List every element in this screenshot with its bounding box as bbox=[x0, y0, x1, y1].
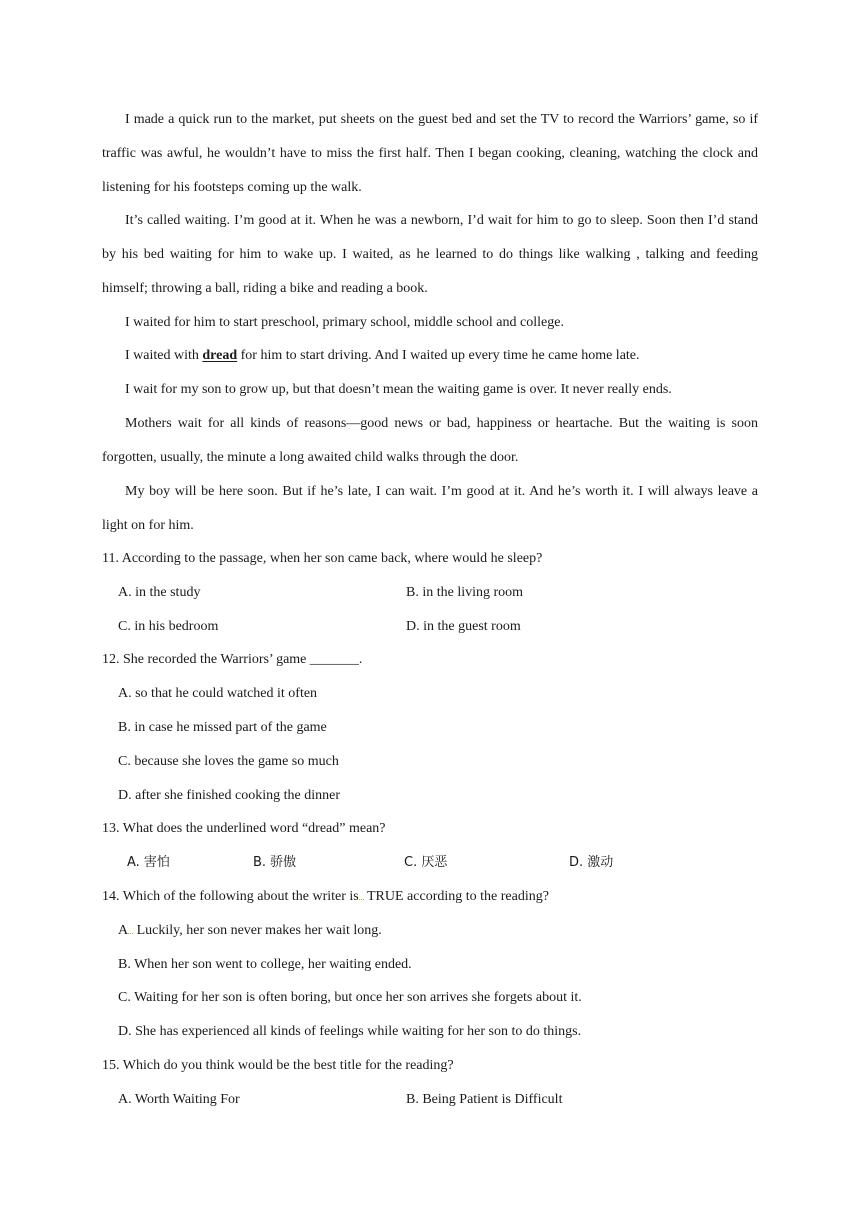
passage-paragraph-1 bbox=[102, 103, 758, 204]
question-12-option-a: A. so that he could watched it often bbox=[118, 686, 318, 701]
passage-paragraph-6-text: Mothers wait for all kinds of reasons—good news or bad, happiness or heartache. But the waiting is soon forgotten, usually, the minute a long awaited child walks through the door. bbox=[102, 416, 758, 465]
passage-paragraph-4-text-after: for him to start driving. And I waited up every time he came home late. bbox=[237, 348, 640, 363]
question-14-option-c: C. Waiting for her son is often boring, but once her son arrives she forgets about it. bbox=[118, 990, 582, 1005]
question-14-stem-after: TRUE according to the reading? bbox=[363, 889, 549, 904]
question-14-stem bbox=[102, 887, 549, 907]
passage-paragraph-3 bbox=[102, 306, 758, 340]
passage-paragraph-1-text: I made a quick run to the market, put sheets on the guest bed and set the TV to record the Warriors’ game, so if traffic was awful, he wouldn’t have to miss the first half. Then I began cooking, cleaning, watching the clock and listening for his footsteps coming up the walk. bbox=[102, 112, 758, 195]
passage-paragraph-6 bbox=[102, 407, 758, 475]
passage-paragraph-7-text: My boy will be here soon. But if he’s late, I can wait. I’m good at it. And he’s worth it. I will always leave a light on for him. bbox=[102, 484, 758, 533]
question-11-option-c: C. in his bedroom bbox=[118, 619, 219, 634]
passage-paragraph-5-text: I wait for my son to grow up, but that doesn’t mean the waiting game is over. It never really ends. bbox=[125, 382, 672, 397]
question-14-stem-before: 14. Which of the following about the writer is bbox=[102, 889, 359, 904]
passage-paragraph-3-text: I waited for him to start preschool, primary school, middle school and college. bbox=[125, 315, 564, 330]
passage-paragraph-5 bbox=[102, 373, 758, 407]
question-11-option-d: D. in the guest room bbox=[406, 619, 521, 634]
question-13-stem: 13. What does the underlined word “dread” mean? bbox=[102, 821, 386, 836]
question-14-option-b: B. When her son went to college, her waiting ended. bbox=[118, 957, 412, 972]
question-14-option-a-text: Luckily, her son never makes her wait long. bbox=[133, 923, 382, 938]
question-15-stem: 15. Which do you think would be the best title for the reading? bbox=[102, 1058, 454, 1073]
passage-paragraph-7 bbox=[102, 475, 758, 543]
question-11-stem: 11. According to the passage, when her son came back, where would he sleep? bbox=[102, 551, 543, 566]
question-12-option-d: D. after she finished cooking the dinner bbox=[118, 788, 340, 803]
question-14-option-a bbox=[118, 921, 382, 941]
question-13-option-a: A. 害怕 bbox=[127, 855, 170, 870]
question-13-option-b: B. 骄傲 bbox=[253, 855, 297, 870]
passage-paragraph-4-text-before: I waited with bbox=[125, 348, 203, 363]
passage-paragraph-2-text: It’s called waiting. I’m good at it. When he was a newborn, I’d wait for him to go to sleep. Soon then I’d stand by his bed waiting for him to wake up. I waited, as he learned to do things like walking , talking and feeding himself; throwing a ball, riding a bike and reading a book. bbox=[102, 213, 758, 296]
question-12-stem: 12. She recorded the Warriors’ game _______. bbox=[102, 652, 363, 667]
question-15-option-a: A. Worth Waiting For bbox=[118, 1092, 240, 1107]
question-15-option-b: B. Being Patient is Difficult bbox=[406, 1092, 563, 1107]
question-14-option-d: D. She has experienced all kinds of feelings while waiting for her son to do things. bbox=[118, 1024, 582, 1039]
question-13-option-d: D. 激动 bbox=[569, 855, 614, 870]
question-11-option-a: A. in the study bbox=[118, 585, 201, 600]
underlined-word-dread: dread bbox=[202, 348, 238, 363]
question-13-option-c: C. 厌恶 bbox=[404, 855, 448, 870]
question-14-option-a-letter: A bbox=[118, 923, 129, 938]
question-11-option-b: B. in the living room bbox=[406, 585, 524, 600]
passage-paragraph-4 bbox=[102, 339, 758, 373]
passage-paragraph-2 bbox=[102, 204, 758, 305]
question-12-option-b: B. in case he missed part of the game bbox=[118, 720, 327, 735]
question-12-option-c: C. because she loves the game so much bbox=[118, 754, 339, 769]
